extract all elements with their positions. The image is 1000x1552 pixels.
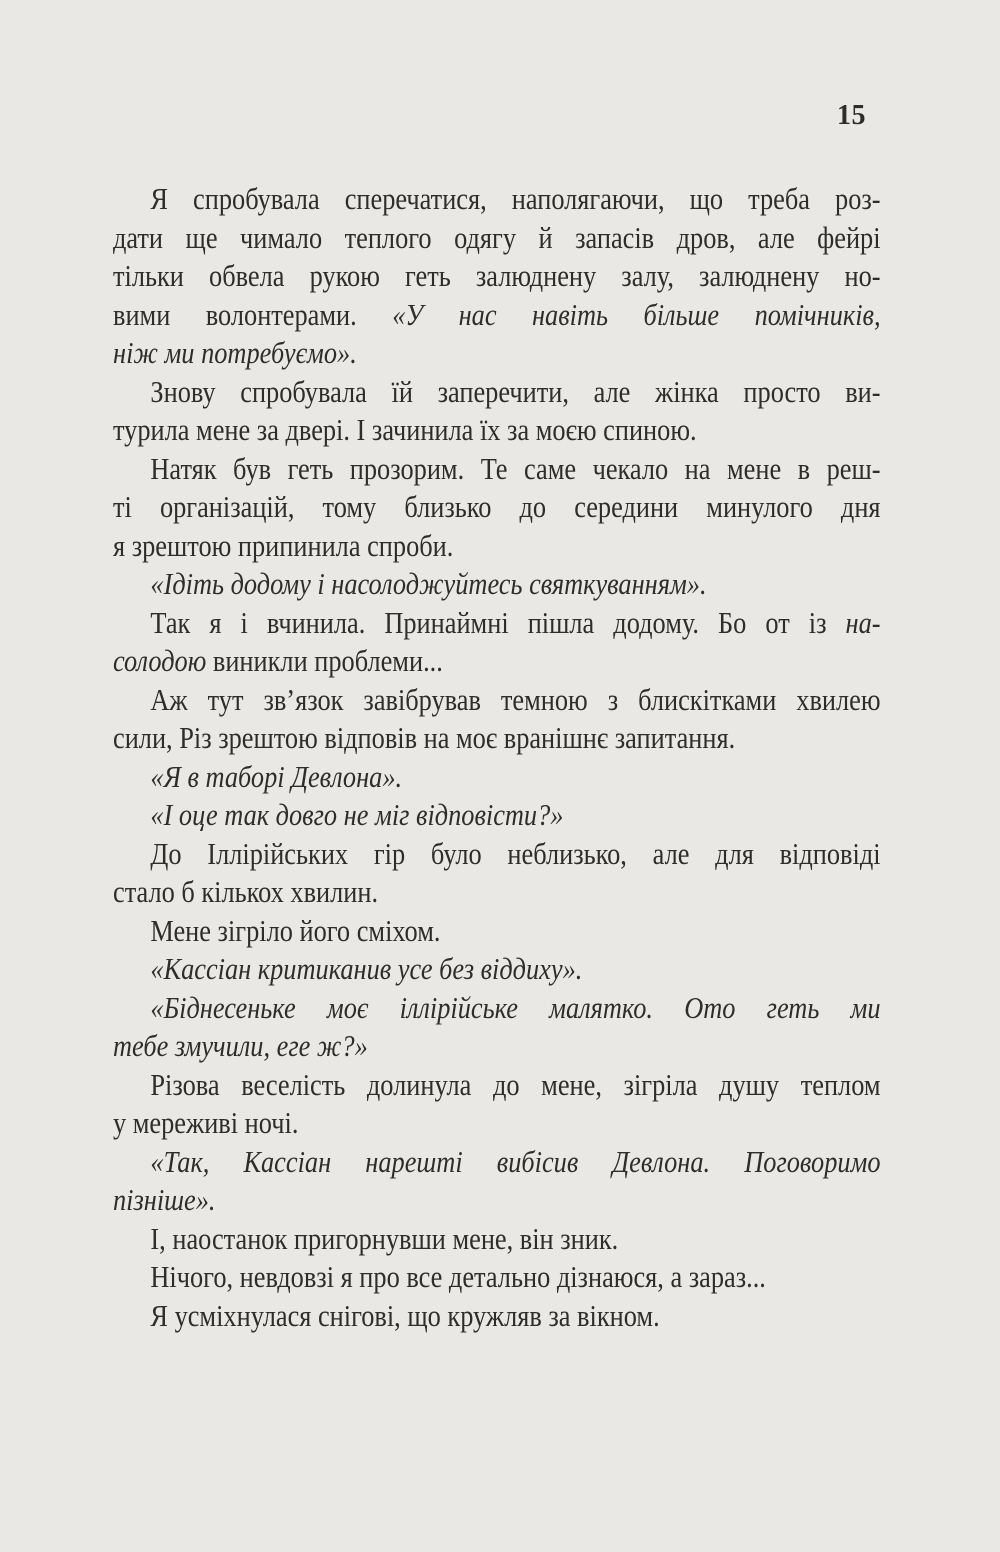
- text-segment: Натяк був геть прозорим. Те саме чекало на мене в реш-: [150, 450, 881, 486]
- text-line: [113, 488, 881, 527]
- italic-text-segment: «І оце так довго не міг відповісти?»: [150, 797, 564, 832]
- text-line: [113, 180, 881, 219]
- text-line: [113, 873, 881, 912]
- text-line: [113, 219, 881, 258]
- text-line: [113, 1143, 881, 1182]
- italic-text-segment: на-: [845, 604, 881, 640]
- text-line: [113, 1297, 881, 1336]
- text-segment: вими волонтерами.: [113, 296, 393, 332]
- text-line: [113, 1258, 881, 1297]
- text-line: [113, 912, 881, 951]
- text-line: [113, 296, 881, 335]
- text-segment: у мереживі ночі.: [113, 1105, 299, 1140]
- text-segment: Нічого, невдовзі я про все детально дізнаюся, а зараз...: [150, 1259, 766, 1294]
- italic-text-segment: «Я в таборі Девлона».: [150, 758, 403, 794]
- text-line: [113, 1104, 881, 1143]
- text-line: [113, 1220, 881, 1259]
- text-segment: стало б кількох хвилин.: [113, 874, 379, 909]
- text-line: [113, 1066, 881, 1105]
- text-line: [113, 758, 881, 797]
- italic-text-segment: «Кассіан критиканив усе без віддиху».: [150, 951, 583, 986]
- text-line: [113, 835, 881, 874]
- text-line: [113, 257, 881, 296]
- text-segment: виникли проблеми...: [206, 643, 443, 678]
- text-segment: дати ще чимало теплого одягу й запасів дров, але фейрі: [113, 219, 881, 255]
- italic-text-segment: тебе змучили, еге ж?»: [113, 1028, 368, 1063]
- text-segment: Аж тут зв’язок завібрував темною з блискітками хвилею: [150, 681, 881, 717]
- text-line: [113, 989, 881, 1028]
- text-line: [113, 681, 881, 720]
- text-line: [113, 1181, 881, 1220]
- text-segment: Так я і вчинила. Принаймні пішла додому. Бо от із: [150, 604, 846, 640]
- italic-text-segment: «Біднесеньке моє іллірійське малятко. Ото геть ми: [150, 989, 881, 1025]
- text-line: [113, 796, 881, 835]
- text-line: [113, 1027, 881, 1066]
- page-number: 15: [837, 100, 866, 131]
- italic-text-segment: «Ідіть додому і насолоджуйтесь святкуванням».: [150, 566, 707, 601]
- text-line: [113, 450, 881, 489]
- text-segment: До Іллірійських гір було неблизько, але для відповіді: [150, 835, 881, 871]
- italic-text-segment: ніж ми потребуємо».: [113, 335, 357, 370]
- text-line: [113, 950, 881, 989]
- text-segment: І, наостанок пригорнувши мене, він зник.: [150, 1220, 619, 1256]
- text-segment: Я усміхнулася снігові, що кружляв за вікном.: [150, 1297, 660, 1333]
- italic-text-segment: солодою: [113, 643, 207, 678]
- text-segment: сили, Різ зрештою відповів на моє вранішнє запитання.: [113, 720, 736, 755]
- text-segment: я зрештою припинила спроби.: [113, 527, 454, 563]
- text-segment: Різова веселість долинула до мене, зігріла душу теплом: [150, 1066, 881, 1102]
- text-line: [113, 373, 881, 412]
- text-segment: тільки обвела рукою геть залюднену залу, залюднену но-: [113, 258, 881, 293]
- text-line: [113, 334, 881, 373]
- italic-text-segment: «Так, Кассіан нарешті вибісив Девлона. Поговоримо: [150, 1143, 881, 1179]
- text-column: [113, 180, 881, 1335]
- text-segment: ті організацій, тому близько до середини минулого дня: [113, 489, 881, 524]
- text-line: [113, 565, 881, 604]
- text-line: [113, 642, 881, 681]
- text-line: [113, 527, 881, 566]
- text-segment: Я спробувала сперечатися, наполягаючи, що треба роз-: [150, 181, 881, 216]
- text-line: [113, 604, 881, 643]
- text-segment: Мене зігріло його сміхом.: [150, 912, 441, 948]
- text-line: [113, 411, 881, 450]
- italic-text-segment: пізніше».: [113, 1182, 216, 1217]
- text-segment: Знову спробувала їй заперечити, але жінка просто ви-: [150, 373, 881, 409]
- italic-text-segment: «У нас навіть більше помічників,: [392, 296, 881, 332]
- text-segment: турила мене за двері. І зачинила їх за моєю спиною.: [113, 412, 697, 447]
- text-line: [113, 719, 881, 758]
- text-block: [113, 180, 881, 1335]
